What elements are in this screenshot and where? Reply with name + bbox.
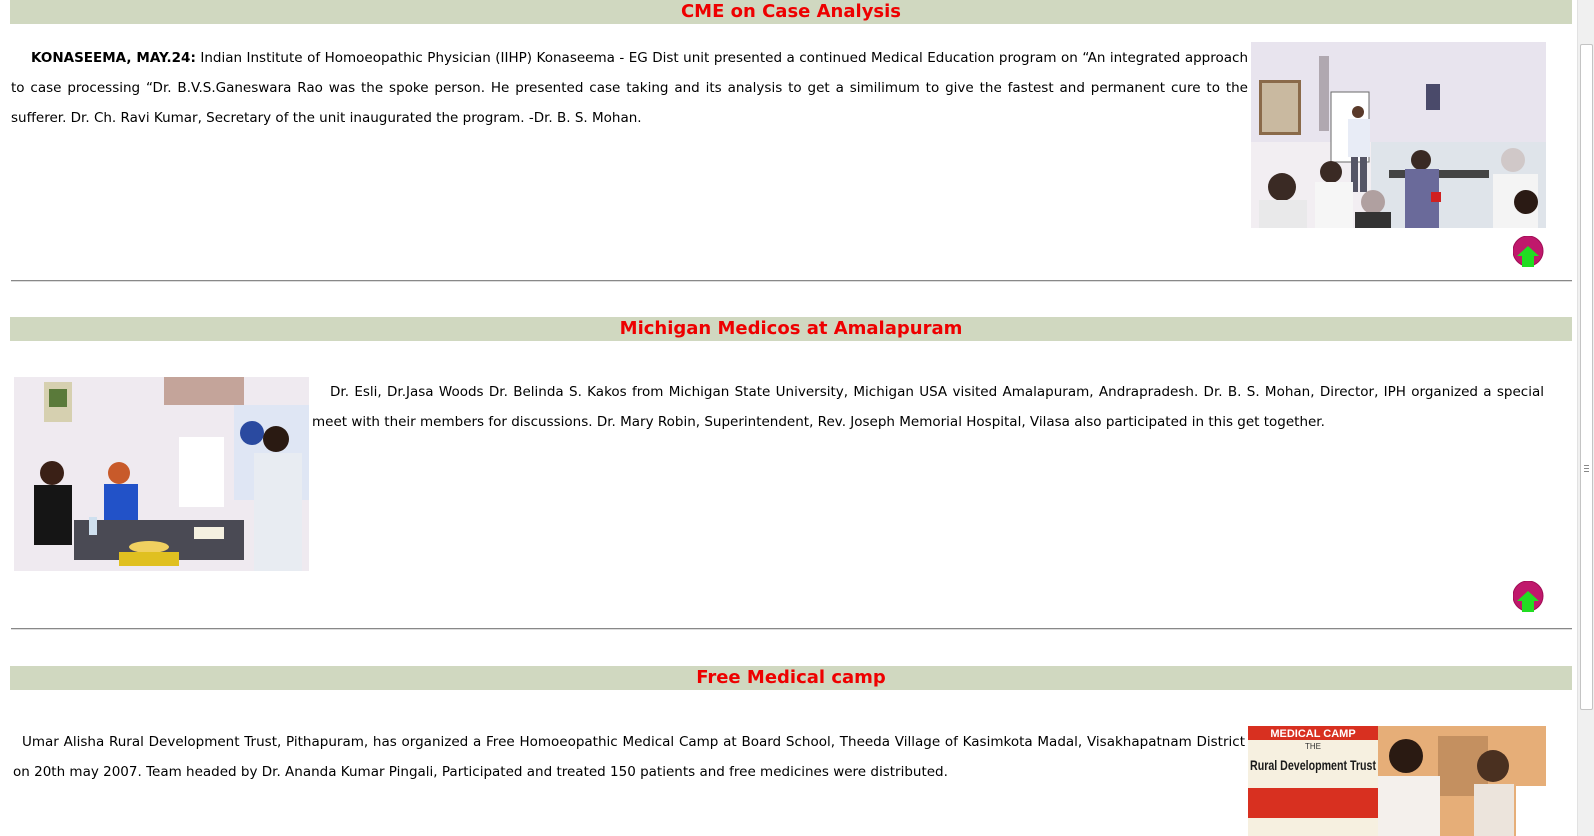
section-title-michigan: Michigan Medicos at Amalapuram — [10, 317, 1572, 341]
divider — [11, 628, 1572, 630]
banner-top-text: MEDICAL CAMP — [1270, 728, 1356, 740]
vertical-scrollbar[interactable] — [1577, 0, 1594, 836]
article-medical-camp: Umar Alisha Rural Development Trust, Pithapuram, has organized a Free Homoeopathic Medical Camp at Board School, Theeda Village of Kasimkota Madal, Visakhapatnam District on 20th may 2007. Team headed by Dr. Ananda Kumar Pingali, Participated and treated 150 patients and free medicines were distributed. — [13, 734, 1245, 780]
dateline: KONASEEMA, MAY.24: — [31, 50, 196, 66]
section-title-medical-camp: Free Medical camp — [10, 666, 1572, 690]
divider — [11, 280, 1572, 282]
photo-michigan-meeting — [14, 377, 309, 571]
article-michigan: Dr. Esli, Dr.Jasa Woods Dr. Belinda S. Kakos from Michigan State University, Michigan USA visited Amalapuram, Andrapradesh. Dr. B. S. Mohan, Director, IPH organized a special meet with their members for discussions. Dr. Mary Robin, Superintendent, Rev. Joseph Memorial Hospital, Vilasa also participated in this get together. — [312, 384, 1544, 430]
scrollbar-grip-icon — [1584, 471, 1589, 473]
section-title-cme: CME on Case Analysis — [10, 0, 1572, 24]
banner-main-text: Rural Development Trust — [1250, 757, 1377, 773]
scrollbar-grip-icon — [1584, 465, 1589, 467]
scrollbar-grip-icon — [1584, 468, 1589, 470]
article-body: Indian Institute of Homoeopathic Physician (IIHP) Konaseema - EG Dist unit presented a continued Medical Education program on “An integrated approach to case processing “Dr. B.V.S.Ganeswara Rao was the spoke person. He presented case taking and its analysis to get a similimum to give the fastest and permanent cure to the sufferer. Dr. Ch. Ravi Kumar, Secretary of the unit inaugurated the program. -Dr. B. S. Mohan. — [11, 50, 1249, 126]
back-to-top-icon[interactable] — [1513, 236, 1545, 268]
scrollbar-thumb[interactable] — [1580, 44, 1593, 710]
article-cme — [11, 43, 1248, 133]
photo-cme-lecture — [1251, 42, 1546, 228]
back-to-top-icon[interactable] — [1513, 581, 1545, 613]
banner-sub-text: THE — [1305, 742, 1321, 751]
photo-medical-camp — [1248, 726, 1546, 836]
